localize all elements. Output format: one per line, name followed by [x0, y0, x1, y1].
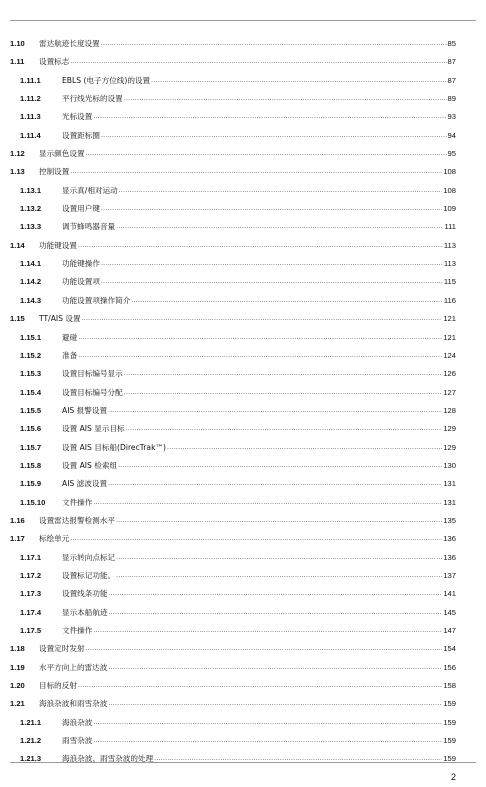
toc-dot-leader [78, 350, 442, 362]
toc-entry-page: 108 [443, 167, 456, 177]
toc-entry[interactable] [0, 497, 486, 515]
toc-entry-number: 1.16 [10, 515, 25, 525]
toc-entry-title: 显示颜色设置 [39, 149, 85, 159]
toc-dot-leader [101, 258, 443, 270]
toc-entry-number: 1.15.3 [20, 369, 42, 379]
toc-entry-page: 95 [447, 149, 456, 159]
toc-entry-number: 1.17.2 [20, 570, 42, 580]
toc-dot-leader [93, 111, 446, 123]
toc-entry-page: 127 [443, 387, 456, 397]
toc-entry-number: 1.15.4 [20, 387, 42, 397]
toc-entry-title: AIS 滤波设置 [62, 479, 108, 489]
toc-entry-page: 154 [443, 644, 456, 654]
toc-entry[interactable] [0, 240, 486, 258]
toc-entry[interactable] [0, 423, 486, 441]
toc-entry-page: 111 [444, 222, 456, 232]
toc-entry[interactable] [0, 368, 486, 386]
toc-entry-number: 1.14 [10, 240, 25, 250]
toc-dot-leader [116, 515, 442, 527]
toc-entry[interactable] [0, 350, 486, 368]
toc-entry-title: 设置定时发射 [39, 644, 85, 654]
toc-entry[interactable] [0, 387, 486, 405]
toc-dot-leader [126, 423, 443, 435]
toc-entry[interactable] [0, 313, 486, 331]
toc-entry[interactable] [0, 295, 486, 313]
toc-entry-title: 海浪杂波、雨雪杂波的处理 [62, 754, 154, 764]
toc-entry-number: 1.15.7 [20, 442, 42, 452]
toc-entry-title: 功能设置项操作简介 [62, 295, 131, 305]
toc-entry[interactable] [0, 533, 486, 551]
toc-entry-number: 1.11.3 [20, 112, 41, 122]
toc-dot-leader [108, 478, 442, 490]
toc-entry-number: 1.12 [10, 149, 25, 159]
toc-entry-page: 135 [443, 515, 456, 525]
toc-entry[interactable] [0, 460, 486, 478]
toc-entry-title: 设置用户键 [62, 204, 100, 214]
toc-dot-leader [108, 405, 442, 417]
toc-entry-title: 显示本船航迹 [62, 607, 108, 617]
toc-entry-title: 显示真/相对运动 [62, 185, 118, 195]
toc-dot-leader [154, 753, 442, 765]
toc-entry-page: 121 [443, 332, 456, 342]
header-rule [10, 20, 476, 21]
toc-entry[interactable] [0, 643, 486, 661]
toc-entry-title: 设置 AIS 显示目标 [62, 424, 125, 434]
toc-entry-page: 136 [443, 552, 456, 562]
toc-entry[interactable] [0, 56, 486, 74]
toc-dot-leader [93, 497, 442, 509]
toc-entry-number: 1.13.2 [20, 204, 42, 214]
toc-entry-page: 159 [443, 754, 456, 764]
toc-entry-title: 标绘单元 [39, 534, 70, 544]
toc-entry[interactable] [0, 478, 486, 496]
toc-entry-page: 137 [443, 570, 456, 580]
toc-dot-leader [109, 588, 443, 600]
toc-entry[interactable] [0, 680, 486, 698]
toc-entry-number: 1.21.1 [20, 717, 42, 727]
toc-entry-page: 87 [447, 75, 456, 85]
toc-entry-title: 雷达航迹长度设置 [39, 39, 100, 48]
toc-entry-number: 1.21.2 [20, 736, 42, 746]
toc-entry[interactable] [0, 405, 486, 423]
toc-entry-title: 水平方向上的雷达波 [39, 662, 108, 672]
toc-dot-leader [119, 185, 443, 197]
toc-entry-page: 124 [443, 350, 456, 360]
toc-entry-page: 131 [443, 497, 456, 507]
toc-entry[interactable] [0, 662, 486, 680]
toc-entry-page: 158 [443, 681, 456, 691]
toc-entry-title: 准备 [62, 350, 78, 360]
toc-entry-number: 1.13.1 [20, 185, 42, 195]
toc-dot-leader [116, 221, 443, 233]
toc-entry[interactable] [0, 38, 486, 56]
toc-dot-leader [70, 166, 442, 178]
toc-entry-number: 1.17.3 [20, 589, 42, 599]
toc-dot-leader [93, 717, 442, 729]
toc-entry-page: 113 [443, 259, 456, 269]
toc-entry-page: 121 [443, 314, 456, 324]
toc-entry-page: 115 [443, 277, 456, 287]
toc-entry-page: 113 [443, 240, 456, 250]
toc-entry-title: EBLS (电子方位线)的设置 [62, 75, 151, 85]
toc-dot-leader [108, 662, 442, 674]
toc-entry-number: 1.11.4 [20, 130, 41, 140]
toc-entry-number: 1.15.2 [20, 350, 42, 360]
toc-entry-page: 89 [447, 94, 456, 104]
toc-entry-number: 1.15.1 [20, 332, 42, 342]
toc-entry-title: 设置目标编号分配 [62, 387, 123, 397]
toc-entry-page: 87 [447, 57, 456, 67]
toc-dot-leader [93, 625, 442, 637]
toc-entry[interactable] [0, 442, 486, 460]
toc-dot-leader [70, 533, 442, 545]
toc-entry-title: 文件操作 [62, 497, 93, 507]
toc-dot-leader [124, 387, 443, 399]
toc-dot-leader [101, 130, 447, 142]
toc-entry-title: 调节蜂鸣器音量 [62, 222, 116, 232]
toc-dot-leader [109, 607, 443, 619]
toc-entry-page: 159 [443, 736, 456, 746]
toc-entry-page: 128 [443, 405, 456, 415]
toc-entry-page: 116 [443, 295, 456, 305]
toc-entry-number: 1.10 [10, 39, 25, 48]
toc-dot-leader [116, 570, 442, 582]
toc-entry-title: 避碰 [62, 332, 78, 342]
toc-dot-leader [86, 148, 447, 160]
toc-dot-leader [78, 680, 442, 692]
toc-dot-leader [108, 698, 442, 710]
toc-entry-page: 145 [443, 607, 456, 617]
toc-dot-leader [101, 203, 442, 215]
toc-entry-title: 平行线光标的设置 [62, 94, 123, 104]
toc-entry-page: 129 [443, 424, 456, 434]
toc-entry[interactable] [0, 625, 486, 643]
toc-entry-title: 显示转向点标记 [62, 552, 116, 562]
toc-entry[interactable] [0, 698, 486, 716]
toc-entry[interactable] [0, 258, 486, 276]
toc-dot-leader [82, 313, 443, 325]
toc-entry-title: TT/AIS 设置 [39, 314, 81, 324]
table-of-contents [0, 38, 486, 772]
toc-entry-title: 功能键操作 [62, 259, 100, 269]
toc-dot-leader [101, 276, 443, 288]
toc-entry-page: 159 [443, 699, 456, 709]
toc-entry-number: 1.14.3 [20, 295, 42, 305]
toc-entry-page: 93 [447, 112, 456, 122]
toc-entry-title: 海浪杂波 [62, 717, 93, 727]
toc-entry[interactable] [0, 75, 486, 93]
toc-entry[interactable] [0, 735, 486, 753]
toc-entry-page: 94 [447, 130, 456, 140]
toc-entry-number: 1.17 [10, 534, 25, 544]
toc-entry[interactable] [0, 130, 486, 148]
toc-entry[interactable] [0, 276, 486, 294]
toc-entry-page: 147 [443, 626, 456, 635]
toc-entry-title: 设置 AIS 目标船(DirecTrak™) [62, 442, 167, 452]
page-number: 2 [450, 772, 456, 782]
toc-entry-title: 海浪杂波和雨雪杂波 [39, 699, 108, 709]
toc-dot-leader [70, 56, 446, 68]
toc-entry[interactable] [0, 93, 486, 111]
toc-entry-number: 1.11.1 [20, 75, 41, 85]
toc-entry-title: AIS 报警设置 [62, 405, 108, 415]
toc-dot-leader [124, 93, 447, 105]
toc-entry[interactable] [0, 332, 486, 350]
toc-entry-number: 1.17.5 [20, 626, 42, 635]
toc-entry-page: 109 [443, 204, 456, 214]
toc-entry-number: 1.11.2 [20, 94, 41, 104]
toc-entry-title: 设置距标圈 [62, 130, 100, 140]
toc-entry[interactable] [0, 570, 486, 588]
toc-entry-number: 1.15.6 [20, 424, 42, 434]
toc-dot-leader [93, 735, 442, 747]
toc-entry-number: 1.14.1 [20, 259, 42, 269]
toc-dot-leader [151, 75, 446, 87]
toc-dot-leader [167, 442, 442, 454]
toc-entry-title: 雨雪杂波 [62, 736, 93, 746]
toc-entry-number: 1.11 [10, 57, 25, 67]
toc-entry[interactable] [0, 552, 486, 570]
toc-entry-title: 光标设置 [62, 112, 93, 122]
toc-entry-title: 设置标记功能。 [62, 570, 116, 580]
toc-entry-number: 1.13 [10, 167, 25, 177]
toc-entry-number: 1.20 [10, 681, 25, 691]
footer-rule [10, 762, 476, 763]
toc-entry-title: 功能设置项 [62, 277, 100, 287]
toc-dot-leader [78, 240, 443, 252]
toc-entry-page: 130 [443, 460, 456, 470]
toc-entry-number: 1.19 [10, 662, 25, 672]
toc-entry-title: 目标的反射 [39, 681, 77, 691]
toc-entry[interactable] [0, 717, 486, 735]
toc-entry-page: 126 [443, 369, 456, 379]
toc-entry-number: 1.18 [10, 644, 25, 654]
toc-entry[interactable] [0, 607, 486, 625]
toc-entry-page: 131 [443, 479, 456, 489]
toc-entry-title: 控制设置 [39, 167, 70, 177]
toc-entry-number: 1.13.3 [20, 222, 42, 232]
toc-dot-leader [101, 38, 447, 50]
toc-entry-page: 85 [447, 39, 456, 48]
toc-entry-title: 文件操作 [62, 626, 93, 635]
toc-dot-leader [78, 332, 442, 344]
toc-entry-number: 1.21.3 [20, 754, 42, 764]
toc-entry-page: 156 [443, 662, 456, 672]
toc-dot-leader [124, 368, 443, 380]
toc-entry[interactable] [0, 203, 486, 221]
toc-entry-number: 1.15.10 [20, 497, 46, 507]
toc-entry-page: 159 [443, 717, 456, 727]
toc-dot-leader [86, 643, 443, 655]
toc-entry-number: 1.21 [10, 699, 25, 709]
toc-entry[interactable] [0, 515, 486, 533]
toc-entry[interactable] [0, 111, 486, 129]
toc-entry[interactable] [0, 221, 486, 239]
toc-entry[interactable] [0, 185, 486, 203]
toc-entry-page: 108 [443, 185, 456, 195]
toc-entry[interactable] [0, 166, 486, 184]
toc-entry-title: 功能键设置 [39, 240, 77, 250]
toc-dot-leader [118, 460, 442, 472]
toc-entry[interactable] [0, 148, 486, 166]
toc-entry-title: 设置标志 [39, 57, 70, 67]
toc-entry-number: 1.17.4 [20, 607, 42, 617]
toc-entry-title: 设置线条功能 [62, 589, 108, 599]
toc-entry-page: 136 [443, 534, 456, 544]
toc-entry-number: 1.14.2 [20, 277, 42, 287]
toc-dot-leader [116, 552, 442, 564]
toc-entry-number: 1.15.9 [20, 479, 42, 489]
toc-entry-page: 141 [443, 589, 456, 599]
toc-entry-title: 设置 AIS 检索组 [62, 460, 118, 470]
toc-entry-number: 1.17.1 [20, 552, 42, 562]
toc-entry-number: 1.15 [10, 314, 25, 324]
toc-entry[interactable] [0, 588, 486, 606]
toc-entry-page: 129 [443, 442, 456, 452]
toc-dot-leader [131, 295, 443, 307]
toc-entry-title: 设置雷达报警检测水平 [39, 515, 115, 525]
toc-entry-number: 1.15.5 [20, 405, 42, 415]
toc-entry-title: 设置目标编号显示 [62, 369, 123, 379]
toc-entry-number: 1.15.8 [20, 460, 42, 470]
